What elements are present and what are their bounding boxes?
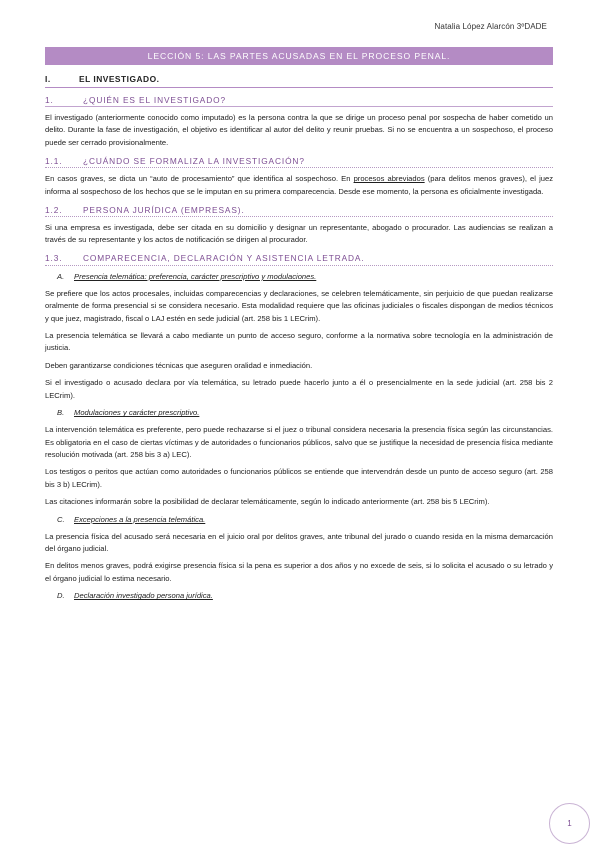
- paragraph-c1: La presencia física del acusado será necesaria en el juicio oral por delitos graves, ante tribunal del jurado o cuando resida en la misma demarcación del órgano judicial.: [45, 531, 553, 553]
- subheading-letter: A.: [57, 271, 65, 281]
- heading-title: ¿CUÁNDO SE FORMALIZA LA INVESTIGACIÓN?: [83, 155, 305, 166]
- paragraph-b1: La intervención telemática es preferente, pero puede rechazarse si el juez o tribunal considera necesaria la presencia física según las circunstancias. Es obligatoria en el caso de ciertas víctimas y de autoridades o funcionarios públicos, salvo que se justifique la necesidad de presencia física mediante resolución motivada (art. 258 bis 3 a) LEC).: [45, 425, 553, 459]
- heading-title: COMPARECENCIA, DECLARACIÓN Y ASISTENCIA LETRADA.: [83, 253, 365, 264]
- paragraph-a2: La presencia telemática se llevará a cabo mediante un punto de acceso seguro, conforme a la normativa sobre tecnología en la administración de justicia.: [45, 331, 553, 353]
- subheading-letter: D.: [57, 591, 65, 601]
- heading-number: 1.: [45, 94, 54, 105]
- paragraph-b2: Los testigos o peritos que actúan como autoridades o funcionarios públicos se entiende que intervendrán desde un punto de acceso seguro (art. 258 bis 3 b) LECrim).: [45, 467, 553, 489]
- heading-quien-es: [45, 93, 553, 107]
- heading-persona-juridica: [45, 203, 553, 217]
- page-content: [45, 47, 553, 607]
- subheading-letter: B.: [57, 408, 65, 418]
- subheading-c: [57, 514, 553, 526]
- heading-number: 1.1.: [45, 155, 63, 166]
- section-title: EL INVESTIGADO.: [79, 74, 160, 84]
- heading-title: ¿QUIÉN ES EL INVESTIGADO?: [83, 94, 226, 105]
- subheading-title: Modulaciones y carácter prescriptivo.: [74, 408, 200, 418]
- paragraph-text: En casos graves, se dicta un “auto de procesamiento” que identifica al sospechoso. En: [45, 174, 354, 184]
- lesson-title-banner: LECCIÓN 5: LAS PARTES ACUSADAS EN EL PROCESO PENAL.: [45, 47, 553, 65]
- subheading-title: Excepciones a la presencia telemática.: [74, 514, 206, 524]
- paragraph-text: (para delitos menos graves), el juez informa al sospechoso de los hechos que se le imputan en su primera comparecencia. Desde ese momento, la persona es oficialmente investigada.: [45, 174, 554, 196]
- section-heading-investigado: [45, 71, 553, 88]
- heading-title: PERSONA JURÍDICA (EMPRESAS).: [83, 204, 245, 215]
- underlined-term: procesos abreviados: [353, 174, 425, 184]
- subheading-b: [57, 407, 553, 419]
- paragraph-persona-juridica: Si una empresa es investigada, debe ser citada en su domicilio y designar un representante, abogado o procurador. Las audiencias se realizan a través de su representante y los actos de notificación se dirigen al procurador.: [45, 223, 553, 245]
- paragraph-c2: En delitos menos graves, podrá exigirse presencia física si la pena es superior a dos años y no excede de seis, si lo solicita el acusado o su letrado y el órgano judicial lo estima necesario.: [45, 561, 553, 583]
- heading-comparecencia: [45, 252, 553, 266]
- section-number: I.: [45, 74, 51, 84]
- subheading-letter: C.: [57, 514, 65, 524]
- paragraph-a3: Deben garantizarse condiciones técnicas que aseguren oralidad e inmediación.: [45, 360, 313, 370]
- heading-number: 1.2.: [45, 204, 63, 215]
- subheading-a: [57, 271, 553, 283]
- paragraph-cuando-formaliza: [45, 173, 553, 198]
- paragraph-quien-es: El investigado (anteriormente conocido como imputado) es la persona contra la que se dirige un proceso penal por sospecha de haber cometido un delito. Durante la fase de investigación, el objetivo es identificar al autor del delito y reunir pruebas. Si no se encuentra a un sospechoso, el proceso puede ser cerrado provisionalmente.: [45, 113, 553, 147]
- subheading-title: Presencia telemática: preferencia, carácter prescriptivo y modulaciones.: [74, 271, 317, 281]
- subheading-d: [57, 590, 553, 602]
- paragraph-b3: Las citaciones informarán sobre la posibilidad de declarar telemáticamente, según lo indicado anteriormente (art. 258 bis 5 LECrim).: [45, 497, 490, 507]
- page-number-badge: 1: [549, 803, 590, 844]
- heading-number: 1.3.: [45, 253, 63, 264]
- author-header: Natalia López Alarcón 3ºDADE: [434, 22, 547, 31]
- subheading-title: Declaración investigado persona jurídica.: [74, 591, 213, 601]
- paragraph-a4: Si el investigado o acusado declara por vía telemática, su letrado puede hacerlo junto a él o presencialmente en la sede judicial (art. 258 bis 2 LECrim).: [45, 378, 553, 400]
- heading-cuando-formaliza: [45, 154, 553, 168]
- paragraph-a1: Se prefiere que los actos procesales, incluidas comparecencias y declaraciones, se celebren telemáticamente, sin perjuicio de que puedan realizarse oralmente de forma presencial si se considera necesario. Esta modalidad requiere que las oficinas judiciales o fiscales dispongan de medios técnicos y que juez, magistrado, fiscal o LAJ estén en sede judicial (art. 258 bis 1 LECrim).: [45, 288, 553, 323]
